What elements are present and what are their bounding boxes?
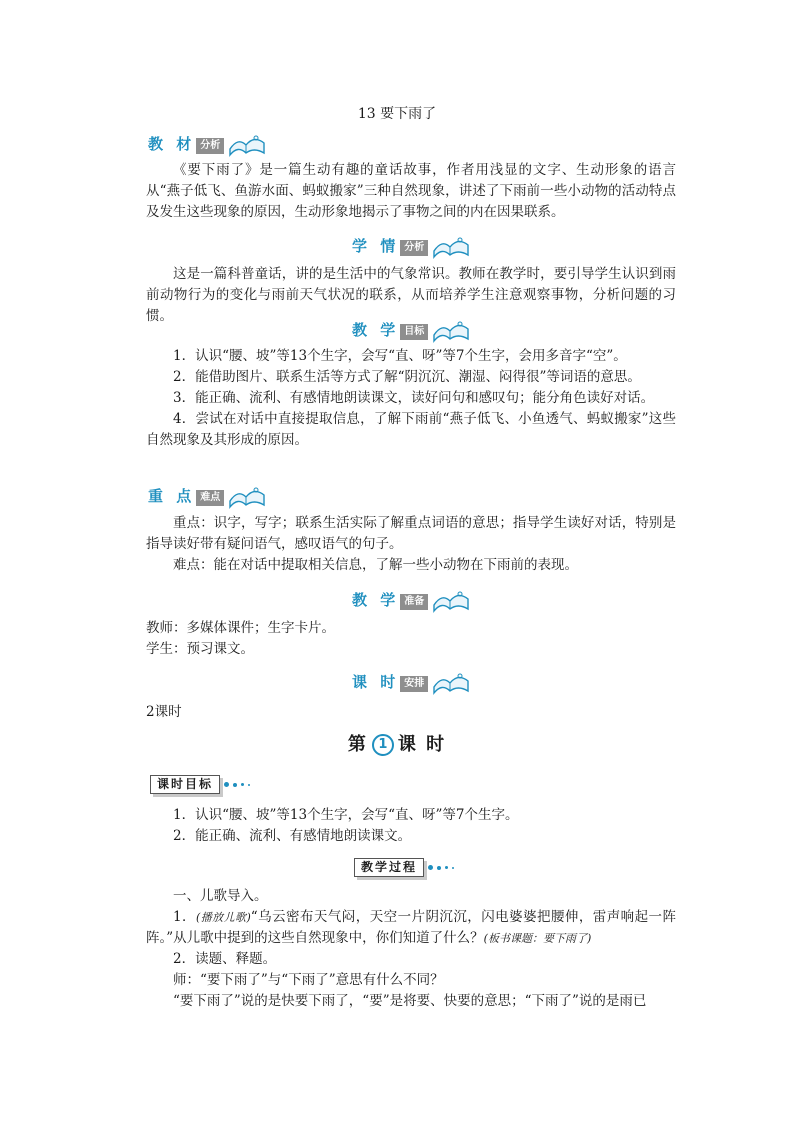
list-item: 1．认识“腰、坡”等13个生字，会写“直、呀”等7个生字，会用多音字“空”。 [173, 348, 627, 364]
section-heading-mubiao [352, 316, 472, 344]
book-cloud-icon [430, 587, 472, 613]
box-heading-keshi-mubiao: 课时目标 [150, 775, 254, 794]
section-heading-tag: 分析 [400, 240, 428, 256]
list-item: 3．能正确、流利、有感情地朗读课文，读好问句和感叹句；能分角色读好对话。 [173, 390, 655, 406]
list-item: 1．认识“腰、坡”等13个生字，会写“直、呀”等7个生字。 [173, 807, 519, 823]
step-line: 一、儿歌导入。 [173, 888, 268, 904]
list-item: 2．能正确、流利、有感情地朗读课文。 [173, 828, 412, 844]
list-item: 2．能借助图片、联系生活等方式了解“阴沉沉、潮湿、闷得很”等词语的意思。 [173, 369, 641, 385]
section-body-zhunbei [146, 618, 676, 660]
step-line: 1．(播放儿歌)“乌云密布天气闷，天空一片阴沉沉，闪电婆婆把腰伸，雷声响起一阵阵。”从儿歌中提到的这些自然现象中，你们知道了什么？(板书课题：要下雨了) [146, 909, 676, 946]
document-title: 13 要下雨了 [357, 106, 437, 122]
keshi-mubiao-body [146, 805, 676, 847]
section-heading-tag: 目标 [400, 324, 428, 340]
answer-line: “要下雨了”说的是快要下雨了，“要”是将要、快要的意思；“下雨了”说的是雨已 [173, 993, 647, 1009]
section-body-anpai: 2课时 [146, 704, 182, 720]
section-heading-main: 教 材 [148, 135, 196, 153]
dots-decor-icon [428, 865, 458, 870]
section-body-zhongdian [146, 513, 676, 576]
section-body-xueqing: 这是一篇科普童话，讲的是生活中的气象常识。教师在教学时，要引导学生认识到雨前动物行为的变化与雨前天气状况的联系，从而培养学生注意观察事物，分析问题的习惯。 [146, 266, 676, 324]
section-heading-xueqing [352, 232, 472, 260]
list-item: 教师：多媒体课件；生字卡片。 [146, 620, 335, 636]
section-heading-main: 教 学 [352, 591, 400, 609]
list-item: 难点：能在对话中提取相关信息，了解一些小动物在下雨前的表现。 [173, 557, 578, 573]
list-item: 4．尝试在对话中直接提取信息，了解下雨前“燕子低飞、小鱼透气、蚂蚁搬家”这些自然现象及其形成的原因。 [146, 411, 676, 448]
section-body-jiaocai: 《要下雨了》是一篇生动有趣的童话故事，作者用浅显的文字、生动形象的语言从“燕子低飞、鱼游水面、蚂蚁搬家”三种自然现象，讲述了下雨前一些小动物的活动特点及发生这些现象的原因，生动形象地揭示了事物之间的内在因果联系。 [146, 162, 676, 220]
lesson-number-badge: 1 [372, 734, 394, 756]
step-line: 2．读题、释题。 [173, 951, 277, 967]
guocheng-body [146, 886, 676, 1012]
section-heading-jiaocai [148, 130, 268, 158]
book-cloud-icon [430, 317, 472, 343]
section-heading-tag: 难点 [196, 490, 224, 506]
section-heading-tag: 安排 [400, 676, 428, 692]
list-item: 重点：识字，写字；联系生活实际了解重点词语的意思；指导学生读好对话，特别是指导读好带有疑问语气，感叹语气的句子。 [146, 515, 676, 552]
section-heading-anpai [352, 668, 472, 696]
section-heading-main: 教 学 [352, 321, 400, 339]
teacher-line: 师：“要下雨了”与“下雨了”意思有什么不同？ [173, 972, 444, 988]
book-cloud-icon [226, 131, 268, 157]
section-heading-zhunbei [352, 586, 472, 614]
section-heading-zhongdian [148, 482, 268, 510]
section-body-mubiao [146, 346, 676, 451]
section-heading-main: 课 时 [352, 673, 400, 691]
section-heading-tag: 分析 [196, 138, 224, 154]
section-heading-main: 学 情 [352, 237, 400, 255]
box-heading-guocheng: 教学过程 [354, 858, 458, 877]
section-heading-main: 重 点 [148, 487, 196, 505]
section-heading-tag: 准备 [400, 594, 428, 610]
lesson-title: 第 1 课 时 [347, 734, 447, 755]
book-cloud-icon [430, 233, 472, 259]
book-cloud-icon [430, 669, 472, 695]
book-cloud-icon [226, 483, 268, 509]
list-item: 学生：预习课文。 [146, 641, 254, 657]
dots-decor-icon [224, 782, 254, 787]
